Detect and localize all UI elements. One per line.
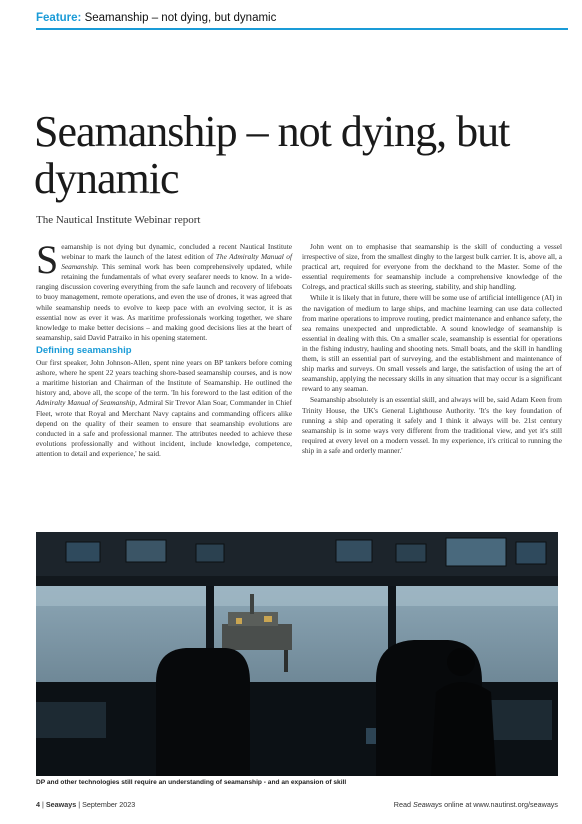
page-footer <box>36 800 558 809</box>
footer-left <box>36 800 135 809</box>
footer-magazine-italic: Seaways <box>412 800 443 809</box>
photo-caption: DP and other technologies still require an understanding of seamanship - and an expansion of skill <box>36 779 347 786</box>
footer-separator: | <box>40 800 46 809</box>
p2-text-1: Our first speaker, John Johnson-Allen, spent nine years on BP tankers before coming ashore, where he spent 22 years teaching shore-based seamanship courses, and is now a maritime historian and Chairman of the Institute of Seamanship. He outlined the history and, above all, the scope of the term. 'In his foreword to the last edition of the <box>36 358 292 398</box>
column-left <box>36 237 292 460</box>
footer-separator: | <box>76 800 83 809</box>
header-title: Seamanship – not dying, but dynamic <box>84 12 277 24</box>
p2-book-title: Admiralty Manual of Seamanship <box>36 398 136 408</box>
lead-text-1: eamanship is not dying but dynamic, concluded a recent Nautical Institute webinar to mark the launch of the latest edition of <box>61 242 292 262</box>
article-subtitle: The Nautical Institute Webinar report <box>36 214 201 226</box>
bridge-photo <box>36 532 558 776</box>
running-header <box>36 10 568 30</box>
feature-label: Feature: <box>36 12 82 24</box>
lead-paragraph <box>36 237 292 343</box>
p2-text-2: , Admiral Sir Trevor Alan Soar, Commander in Chief Fleet, wrote that Royal and Merchant Navy captains and commanding officers alike depend on the quality of their seamen to ensure that seamanship evolutions are conducted in a safe and professional manner. The attributes needed to achieve these evolutions professionally and without incident, include knowledge, competence, attention to detail and experience,' he said. <box>36 398 292 458</box>
paragraph-5: Seamanship absolutely is an essential skill, and always will be, said Adam Keen from Trinity House, the UK's General Lighthouse Authority. 'It's the key foundation of running a ship and operating it safely and I think it always will be. 21st century seamanship is in some ways very different from the traditional view, and yet it's still required at every level on a modern vessel. In my experience, it's critical to running the ship in a safe and orderly manner.' <box>302 395 562 455</box>
footer-right <box>394 800 558 809</box>
lead-text-2: . This seminal work has been comprehensively updated, while retaining the fundamentals of what every seafarer needs to know. In a wide-ranging discussion covering everything from the safe launch and recovery of lifeboats to buoy management, remote operations, and even the use of drones, it was agreed that while seamanship needs to evolve to keep pace with an evolving sector, it is as essential now as ever it was. As maritime professionals working together, we share knowledge to make better decisions – and making good decisions lies at the heart of seamanship, said David Patraiko in his opening statement. <box>36 262 292 342</box>
drop-cap: S <box>36 237 59 282</box>
header-text <box>36 10 568 28</box>
bridge-photo-illustration <box>36 532 558 776</box>
column-right <box>302 242 562 457</box>
paragraph-4: While it is likely that in future, there will be some use of artificial intelligence (AI) in the navigation of medium to large ships, and machine learning can use data collected from marine operations to improve routing, predict maintenance and enhance safety, the sea remains unexpected and unpredictable. A sound knowledge of seamanship is essential in dealing with this. On a smaller scale, seamanship is essential for operations in the fishing industry, hauling and shooting nets. Small boats, and the skill in handling them, is still an essential part of surveying, and the establishment and maintenance of ship marks and surveys. On small vessels and large, the satisfaction of using the art of seamanship, applying the necessary skills in any situation that may occur is a significant reward to any seaman. <box>302 293 562 394</box>
footer-url-text: online at www.nautinst.org/seaways <box>442 800 558 809</box>
paragraph-3: John went on to emphasise that seamanship is the skill of conducting a vessel irrespective of size, from the smallest dinghy to the largest bulk carrier. It is, above all, a practical art, required for everyone from the deckhand to the Master. Some of the essential requirements for seamanship include a comprehensive knowledge of the Colregs, and practical skills such as steering, stability, and ship handling. <box>302 242 562 292</box>
lead-book-title: The Admiralty Manual of Seamanship <box>61 252 292 272</box>
section-heading: Defining seamanship <box>36 344 132 356</box>
paragraph-2 <box>36 358 292 459</box>
magazine-name: Seaways <box>45 800 77 809</box>
page-number: 4 <box>36 800 40 809</box>
header-rule <box>36 28 568 30</box>
article-title: Seamanship – not dying, but dynamic <box>34 107 510 203</box>
issue-date: September 2023 <box>82 800 136 809</box>
footer-read-prefix: Read <box>393 800 413 809</box>
